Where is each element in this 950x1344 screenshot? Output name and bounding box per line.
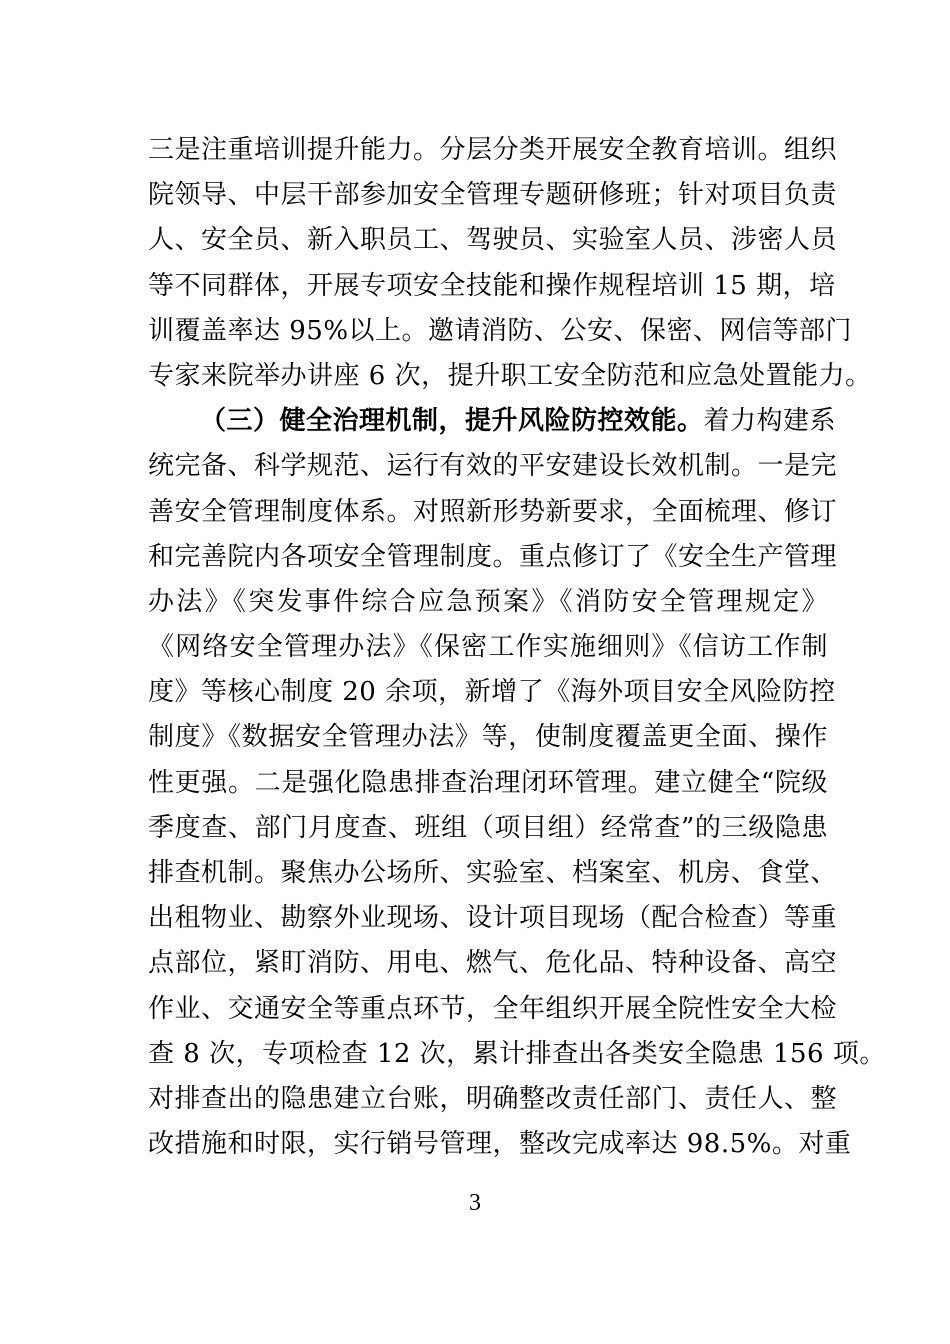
page-number: 3 (469, 1190, 481, 1216)
text-line: 三是注重培训提升能力。分层分类开展安全教育培训。组织 (148, 135, 838, 165)
text-line: 统完备、科学规范、运行有效的平安建设长效机制。一是完 (148, 451, 838, 482)
text-line: 办法》《突发事件综合应急预案》《消防安全管理规定》 (148, 586, 828, 617)
text-line: 人、安全员、新入职员工、驾驶员、实验室人员、涉密人员 (148, 225, 838, 256)
text-line: 作业、交通安全等重点环节，全年组织开展全院性安全大检 (148, 993, 838, 1024)
text-line: 出租物业、勘察外业现场、设计项目现场（配合检查）等重 (148, 903, 838, 934)
section-heading-continuation: 着力构建系 (703, 406, 837, 437)
text-line: 和完善院内各项安全管理制度。重点修订了《安全生产管理 (148, 541, 838, 572)
text-line: 《网络安全管理办法》《保密工作实施细则》《信访工作制 (148, 632, 828, 663)
text-line: 制度》《数据安全管理办法》等，使制度覆盖更全面、操作 (148, 722, 828, 753)
text-line: 善安全管理制度体系。对照新形势新要求，全面梳理、修订 (148, 496, 838, 527)
text-line: 专家来院举办讲座 6 次，提升职工安全防范和应急处置能力。 (148, 360, 872, 391)
text-line: 性更强。二是强化隐患排查治理闭环管理。建立健全“院级 (148, 767, 828, 798)
text-line: 排查机制。聚焦办公场所、实验室、档案室、机房、食堂、 (148, 858, 838, 888)
text-line: 度》等核心制度 20 余项，新增了《海外项目安全风险防控 (148, 677, 836, 708)
section-heading-line (148, 399, 837, 444)
body-text (148, 128, 886, 1167)
text-line: 等不同群体，开展专项安全技能和操作规程培训 15 期，培 (148, 270, 836, 301)
text-line: 对排查出的隐患建立台账，明确整改责任部门、责任人、整 (148, 1083, 838, 1114)
text-line: 点部位，紧盯消防、用电、燃气、危化品、特种设备、高空 (148, 948, 838, 979)
section-heading: （三）健全治理机制，提升风险防控效能。 (200, 406, 704, 437)
text-line: 改措施和时限，实行销号管理，整改完成率达 98.5%。对重 (148, 1129, 852, 1160)
text-line: 季度查、部门月度查、班组（项目组）经常查”的三级隐患 (148, 812, 828, 843)
text-line: 训覆盖率达 95%以上。邀请消防、公安、保密、网信等部门 (148, 315, 853, 346)
text-line: 院领导、中层干部参加安全管理专题研修班；针对项目负责 (148, 180, 838, 211)
text-line: 查 8 次，专项检查 12 次，累计排查出各类安全隐患 156 项。 (148, 1038, 886, 1069)
